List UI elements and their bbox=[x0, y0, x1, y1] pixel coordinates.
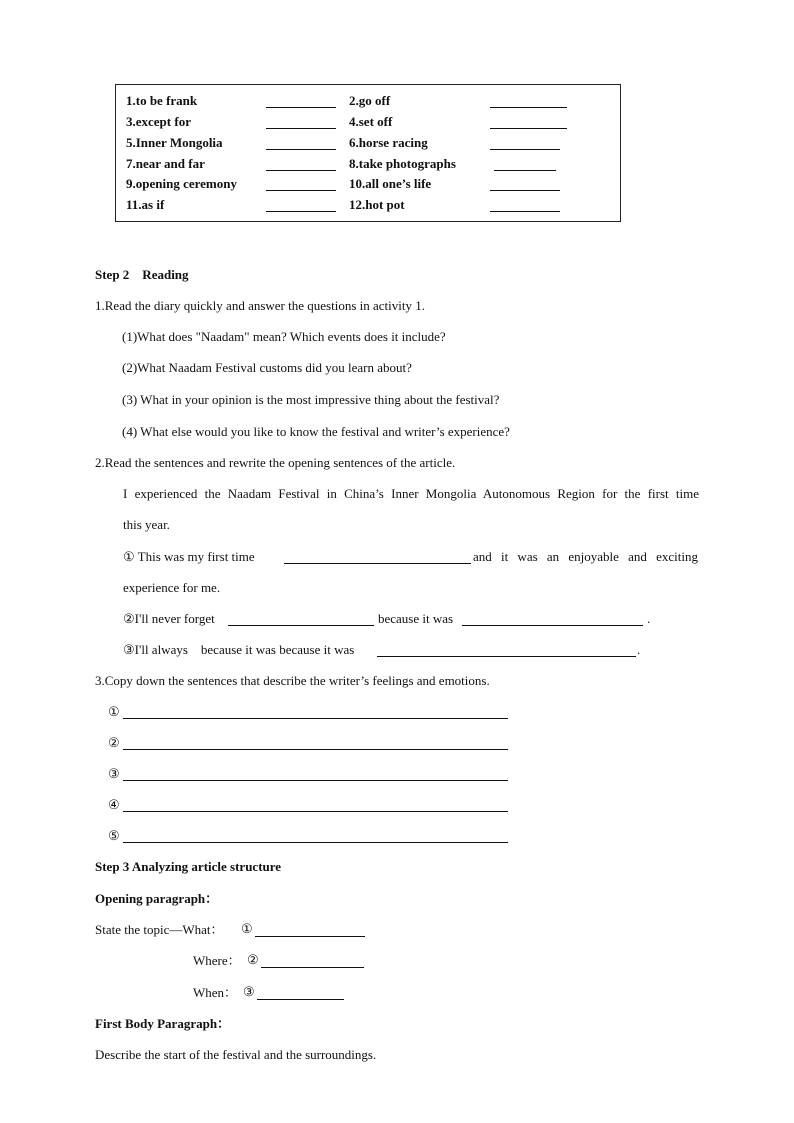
vocab-item: 2.go off bbox=[349, 93, 391, 108]
vocab-blank[interactable] bbox=[494, 170, 556, 171]
where-label: Where： bbox=[193, 953, 241, 968]
vocab-item: 10.all one’s life bbox=[349, 176, 432, 191]
vocab-blank[interactable] bbox=[490, 149, 560, 150]
what-blank[interactable] bbox=[255, 936, 365, 937]
copy-marker: ③ bbox=[108, 766, 120, 781]
task3-instruction: 3.Copy down the sentences that describe the writer’s feelings and emotions. bbox=[95, 673, 490, 688]
copy-line[interactable] bbox=[123, 780, 508, 781]
vocab-item: 8.take photographs bbox=[349, 156, 456, 171]
vocab-item: 7.near and far bbox=[126, 156, 205, 171]
rewrite3-end: . bbox=[637, 642, 641, 657]
vocab-item: 9.opening ceremony bbox=[126, 176, 237, 191]
rewrite1-end: experience for me. bbox=[123, 580, 221, 595]
copy-marker: ⑤ bbox=[108, 828, 120, 843]
rewrite2-blank-1[interactable] bbox=[228, 625, 374, 626]
rewrite3-blank[interactable] bbox=[377, 656, 636, 657]
rewrite2-end: . bbox=[647, 611, 651, 626]
original-sentence-line1: I experienced the Naadam Festival in China’s Inner Mongolia Autonomous Region for the first time bbox=[123, 486, 699, 501]
vocabulary-box bbox=[115, 84, 621, 222]
vocab-item: 1.to be frank bbox=[126, 93, 198, 108]
vocab-item: 6.horse racing bbox=[349, 135, 428, 150]
vocab-item: 4.set off bbox=[349, 114, 393, 129]
question-3: (3) What in your opinion is the most impressive thing about the festival? bbox=[122, 392, 500, 407]
first-body-paragraph-heading: First Body Paragraph： bbox=[95, 1016, 231, 1031]
copy-line[interactable] bbox=[123, 749, 508, 750]
vocab-blank[interactable] bbox=[490, 107, 567, 108]
vocab-item: 11.as if bbox=[126, 197, 165, 212]
vocab-blank[interactable] bbox=[490, 211, 560, 212]
vocab-blank[interactable] bbox=[266, 211, 336, 212]
rewrite1-blank[interactable] bbox=[284, 563, 471, 564]
vocab-item: 5.Inner Mongolia bbox=[126, 135, 223, 150]
copy-line[interactable] bbox=[123, 842, 508, 843]
where-marker: ② bbox=[247, 952, 259, 967]
vocab-blank[interactable] bbox=[266, 190, 336, 191]
vocab-item: 3.except for bbox=[126, 114, 191, 129]
copy-line[interactable] bbox=[123, 718, 508, 719]
state-topic-label: State the topic—What： bbox=[95, 922, 224, 937]
when-blank[interactable] bbox=[257, 999, 344, 1000]
question-4: (4) What else would you like to know the festival and writer’s experience? bbox=[122, 424, 510, 439]
task1-instruction: 1.Read the diary quickly and answer the questions in activity 1. bbox=[95, 298, 425, 313]
step3-heading: Step 3 Analyzing article structure bbox=[95, 859, 282, 874]
where-blank[interactable] bbox=[261, 967, 364, 968]
rewrite1-middle: and it was an enjoyable and exciting bbox=[473, 549, 698, 564]
vocab-blank[interactable] bbox=[266, 128, 336, 129]
original-sentence-line2: this year. bbox=[123, 517, 170, 532]
copy-line[interactable] bbox=[123, 811, 508, 812]
copy-marker: ② bbox=[108, 735, 120, 750]
copy-marker: ① bbox=[108, 704, 120, 719]
rewrite2-start: ②I'll never forget bbox=[123, 611, 215, 626]
rewrite3-start: ③I'll always because it was because it was bbox=[123, 642, 355, 657]
vocab-blank[interactable] bbox=[266, 107, 336, 108]
vocab-blank[interactable] bbox=[490, 190, 560, 191]
rewrite2-middle: because it was bbox=[378, 611, 454, 626]
step2-heading: Step 2 Reading bbox=[95, 267, 189, 282]
what-marker: ① bbox=[241, 921, 253, 936]
rewrite1-start: ① This was my first time bbox=[123, 549, 255, 564]
opening-paragraph-heading: Opening paragraph： bbox=[95, 891, 219, 906]
question-1: (1)What does "Naadam" mean? Which events does it include? bbox=[122, 329, 446, 344]
first-body-paragraph-text: Describe the start of the festival and the surroundings. bbox=[95, 1047, 377, 1062]
when-label: When： bbox=[193, 985, 238, 1000]
vocab-blank[interactable] bbox=[490, 128, 567, 129]
question-2: (2)What Naadam Festival customs did you learn about? bbox=[122, 360, 412, 375]
task2-instruction: 2.Read the sentences and rewrite the opening sentences of the article. bbox=[95, 455, 456, 470]
vocab-blank[interactable] bbox=[266, 170, 336, 171]
when-marker: ③ bbox=[243, 984, 255, 999]
copy-marker: ④ bbox=[108, 797, 120, 812]
vocab-blank[interactable] bbox=[266, 149, 336, 150]
vocab-item: 12.hot pot bbox=[349, 197, 405, 212]
rewrite2-blank-2[interactable] bbox=[462, 625, 643, 626]
